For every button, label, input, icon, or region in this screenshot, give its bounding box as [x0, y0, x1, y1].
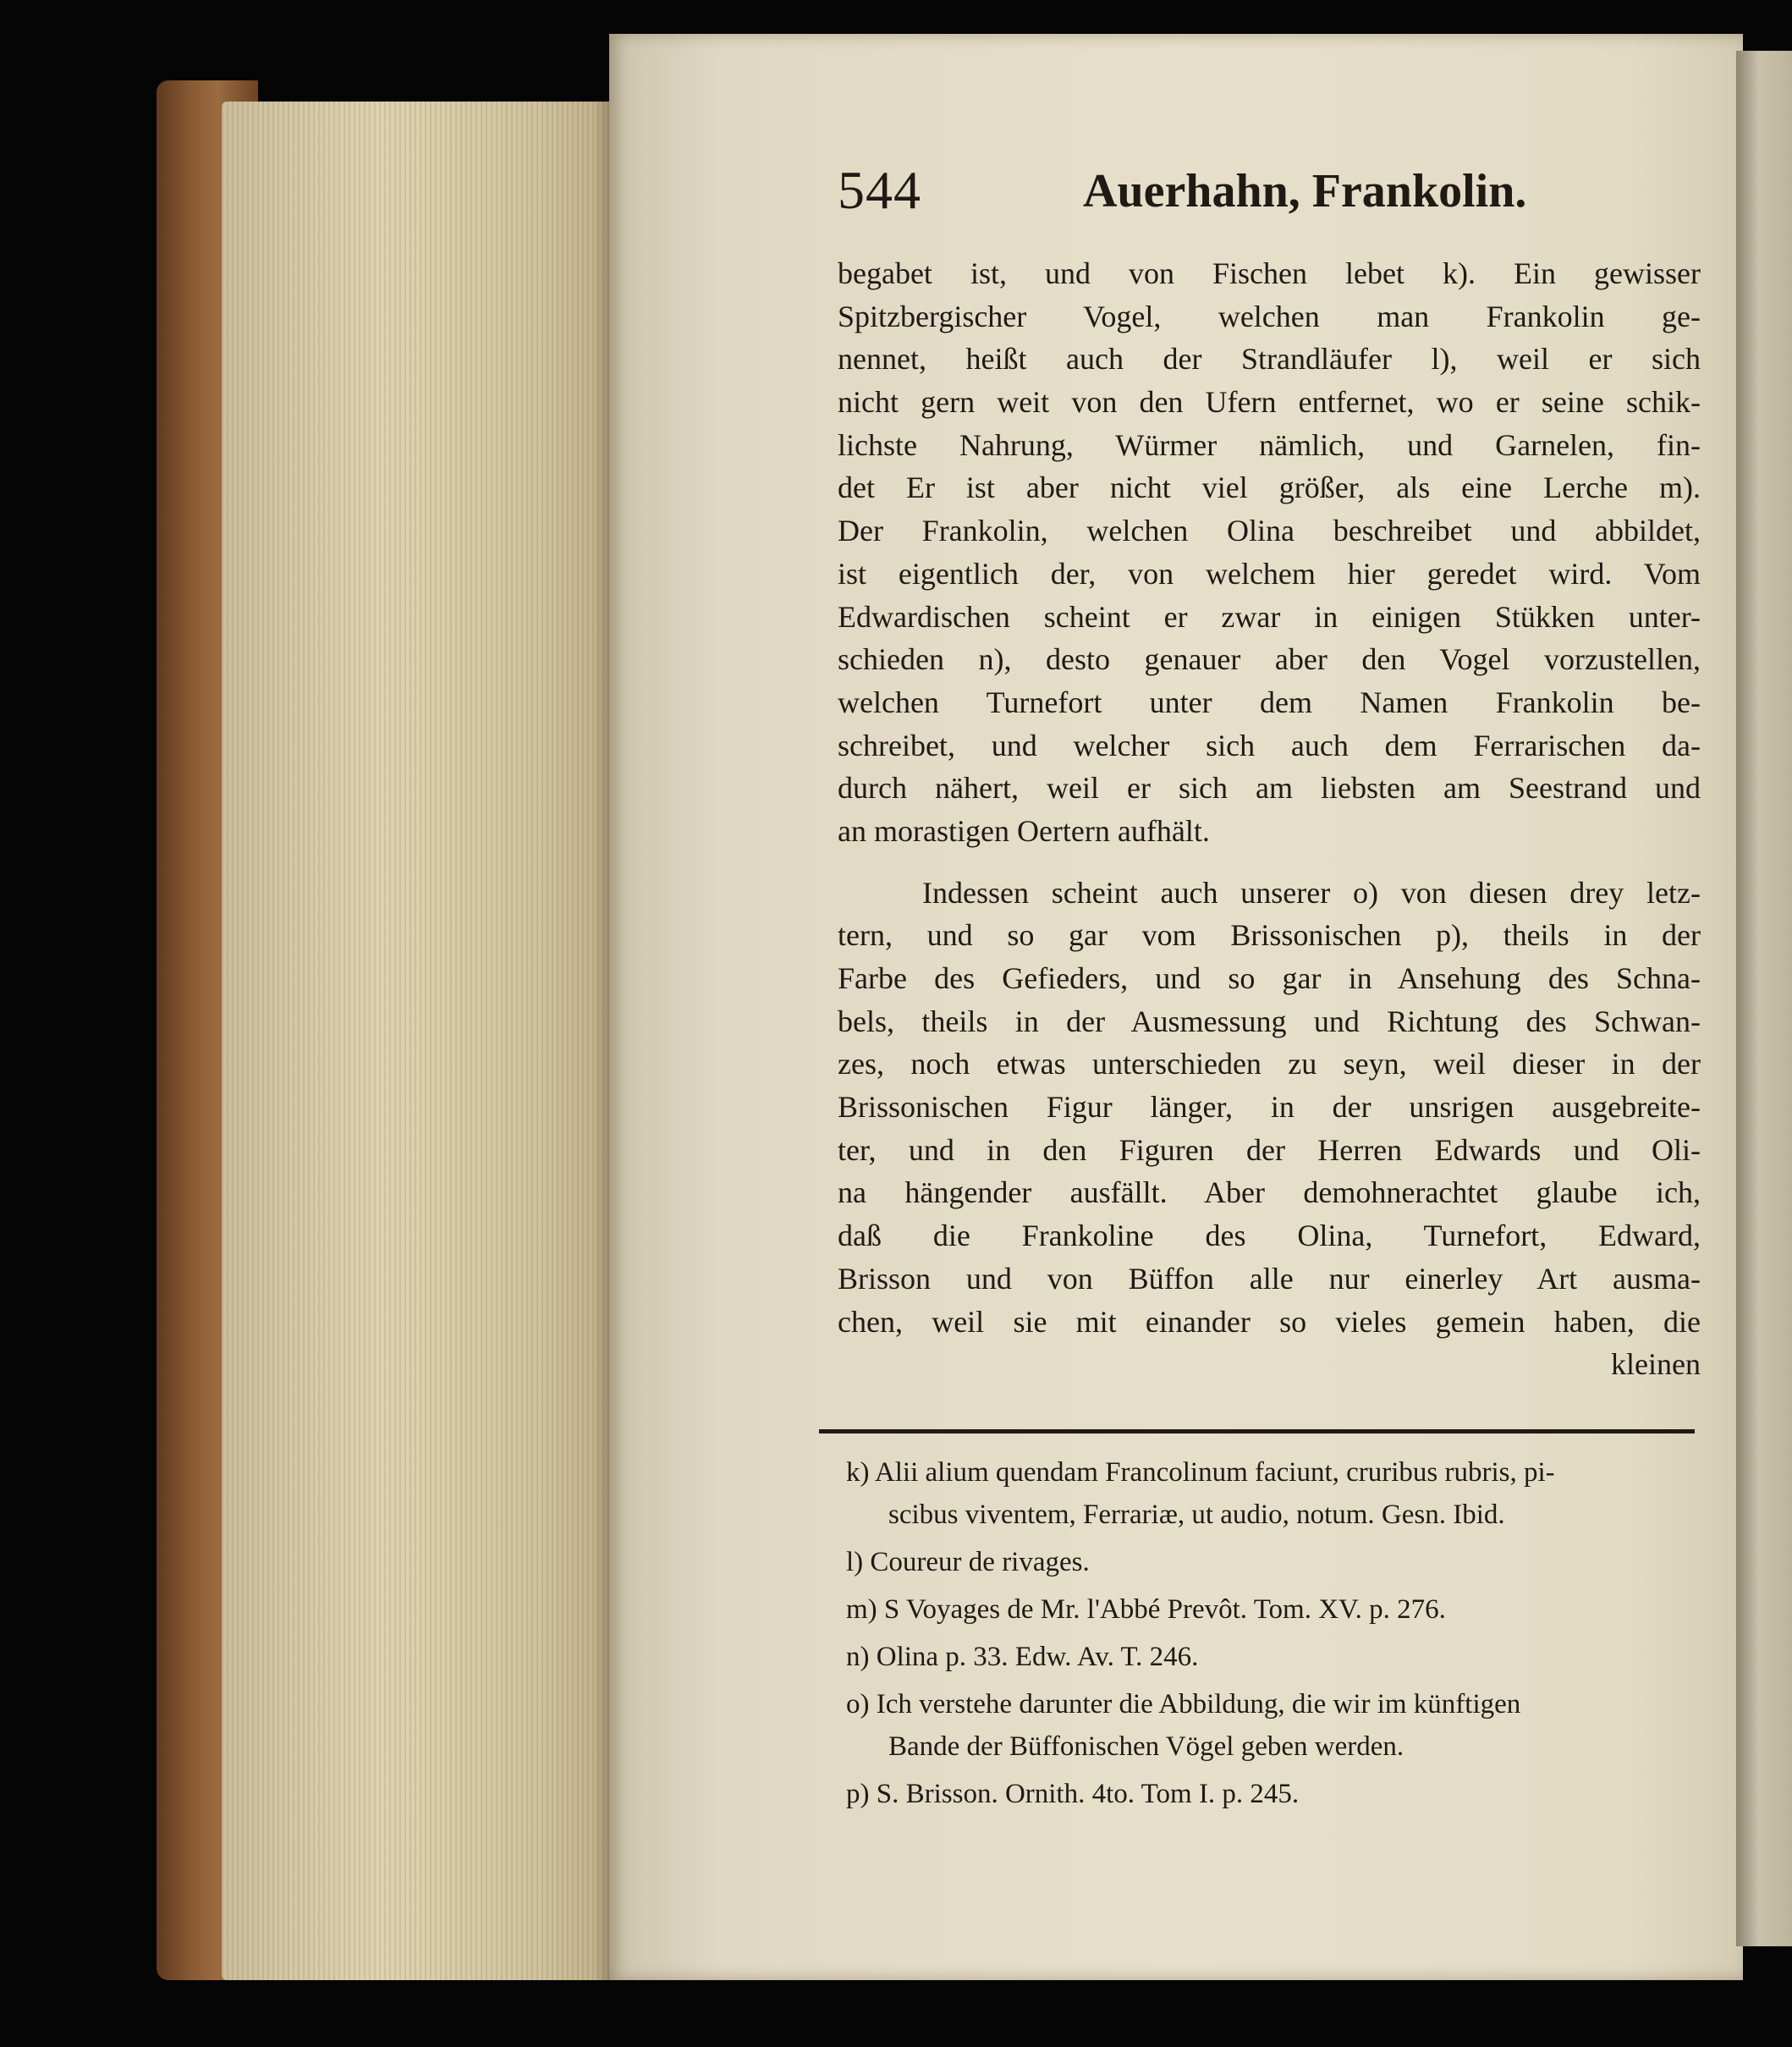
text-line: bels, theils in der Ausmessung und Richtung des Schwan- [838, 1004, 1701, 1038]
text-line: chen, weil sie mit einander so vieles gemein haben, die [838, 1304, 1701, 1339]
page-number: 544 [838, 160, 921, 220]
footnote-line: Bande der Büffonischen Vögel geben werden. [888, 1731, 1404, 1762]
paragraph-2 [838, 872, 1701, 1386]
footnote-line: scibus viventem, Ferrariæ, ut audio, notum. Gesn. Ibid. [888, 1499, 1505, 1530]
footnotes [846, 1451, 1701, 1815]
text-line: nennet, heißt auch der Strandläufer l), weil er sich [838, 342, 1701, 377]
page-block-edges [222, 102, 619, 1980]
text-line: na hängender ausfällt. Aber demohnerachtet glaube ich, [838, 1175, 1701, 1210]
text-line: begabet ist, und von Fischen lebet k). Ein gewisser [838, 256, 1701, 290]
page-content [838, 159, 1701, 1386]
paragraph-gap [838, 853, 1701, 872]
footnote-n [846, 1636, 1701, 1678]
text-line: welchen Turnefort unter dem Namen Frankolin be- [838, 685, 1701, 719]
text-line: durch nähert, weil er sich am liebsten am Seestrand und [838, 771, 1701, 806]
footnote-k [846, 1451, 1701, 1536]
text-line: schreibet, und welcher sich auch dem Ferrarischen da- [838, 728, 1701, 762]
footnote-line: l) Coureur de rivages. [846, 1547, 1090, 1577]
text-line: Der Frankolin, welchen Olina beschreibet und abbildet, [838, 514, 1701, 548]
footnote-line: n) Olina p. 33. Edw. Av. T. 246. [846, 1642, 1199, 1672]
text-line: ter, und in den Figuren der Herren Edwards und Oli- [838, 1132, 1701, 1167]
text-line: Indessen scheint auch unserer o) von diesen drey letz- [922, 875, 1701, 910]
text-line: det Er ist aber nicht viel größer, als eine Lerche m). [838, 470, 1701, 505]
footnote-line: o) Ich verstehe darunter die Abbildung, die wir im künftigen [846, 1689, 1521, 1720]
running-head: Auerhahn, Frankolin. [1083, 165, 1527, 217]
catchword: kleinen [1611, 1347, 1701, 1382]
text-line: tern, und so gar vom Brissonischen p), theils in der [838, 918, 1701, 953]
text-line: daß die Frankoline des Olina, Turnefort, Edward, [838, 1219, 1701, 1253]
text-line: an morastigen Oertern aufhält. [838, 813, 1210, 848]
text-line: Spitzbergischer Vogel, welchen man Frankolin ge- [838, 299, 1701, 333]
paragraph-1 [838, 252, 1701, 853]
next-page-edge [1736, 51, 1792, 1946]
footnote-m [846, 1588, 1701, 1631]
text-line: nicht gern weit von den Ufern entfernet, wo er seine schik- [838, 385, 1701, 420]
footnote-line: k) Alii alium quendam Francolinum faciunt, cruribus rubris, pi- [846, 1457, 1555, 1488]
footnote-o [846, 1683, 1701, 1768]
text-line: Farbe des Gefieders, und so gar in Ansehung des Schna- [838, 961, 1701, 995]
text-line: Brisson und von Büffon alle nur einerley Art ausma- [838, 1261, 1701, 1296]
text-line: Brissonischen Figur länger, in der unsrigen ausgebreite- [838, 1090, 1701, 1125]
text-line: lichste Nahrung, Würmer nämlich, und Garnelen, fin- [838, 427, 1701, 462]
footnote-p [846, 1773, 1701, 1815]
text-line: zes, noch etwas unterschieden zu seyn, weil dieser in der [838, 1047, 1701, 1081]
footnote-line: p) S. Brisson. Ornith. 4to. Tom I. p. 245. [846, 1779, 1300, 1809]
text-line: schieden n), desto genauer aber den Vogel vorzustellen, [838, 642, 1701, 677]
footnote-rule [819, 1429, 1695, 1433]
text-line: ist eigentlich der, von welchem hier geredet wird. Vom [838, 556, 1701, 591]
text-line: Edwardischen scheint er zwar in einigen Stükken unter- [838, 599, 1701, 634]
page-header [838, 159, 1701, 252]
footnote-line: m) S Voyages de Mr. l'Abbé Prevôt. Tom. XV. p. 276. [846, 1594, 1446, 1625]
footnote-l [846, 1541, 1701, 1583]
